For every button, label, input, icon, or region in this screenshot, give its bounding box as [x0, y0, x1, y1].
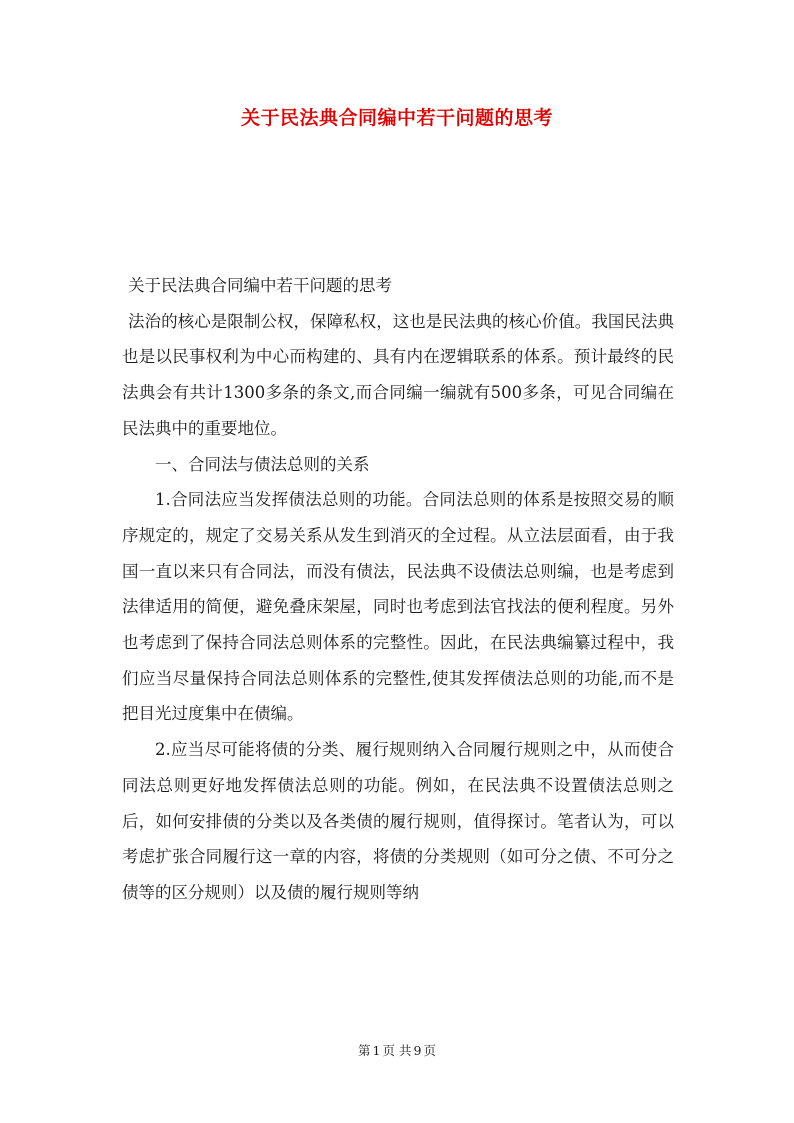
paragraph-point-1: 1.合同法应当发挥债法总则的功能。合同法总则的体系是按照交易的顺序规定的，规定了交易关系从发生到消灭的全过程。从立法层面看，由于我国一直以来只有合同法，而没有债法，民法典不设债法总则编，也是考虑到法律适用的简便，避免叠床架屋，同时也考虑到法官找法的便利程度。另外也考虑到了保持合同法总则体系的完整性。因此，在民法典编纂过程中，我们应当尽量保持合同法总则体系的完整性,使其发挥债法总则的功能,而不是把目光过度集中在债编。 — [122, 490, 674, 724]
paragraph-point-2: 2.应当尽可能将债的分类、履行规则纳入合同履行规则之中，从而使合同法总则更好地发挥债法总则的功能。例如，在民法典不设置债法总则之后，如何安排债的分类以及各类债的履行规则，值得探讨。笔者认为，可以考虑扩张合同履行这一章的内容，将债的分类规则（如可分之债、不可分之债等的区分规则）以及债的履行规则等纳 — [122, 740, 674, 902]
document-title: 关于民法典合同编中若干问题的思考 — [240, 107, 553, 129]
document-subtitle: 关于民法典合同编中若干问题的思考 — [128, 276, 392, 295]
paragraph-intro: 法治的核心是限制公权，保障私权，这也是民法典的核心价值。我国民法典也是以民事权利为中心而构建的、具有内在逻辑联系的体系。预计最终的民法典会有共计1300多条的条文,而合同编一编就有500多条，可见合同编在民法典中的重要地位。 — [122, 311, 674, 438]
page-label-prefix: 第 — [358, 1043, 371, 1058]
total-pages-number: 9 — [413, 1043, 422, 1058]
current-page-number: 1 — [372, 1043, 381, 1058]
document-body — [122, 268, 674, 911]
page-footer — [0, 1041, 794, 1059]
section-heading: 一、合同法与债法总则的关系 — [155, 454, 370, 474]
page-label-mid: 页 共 — [382, 1043, 412, 1058]
page-label-suffix: 页 — [423, 1043, 436, 1058]
